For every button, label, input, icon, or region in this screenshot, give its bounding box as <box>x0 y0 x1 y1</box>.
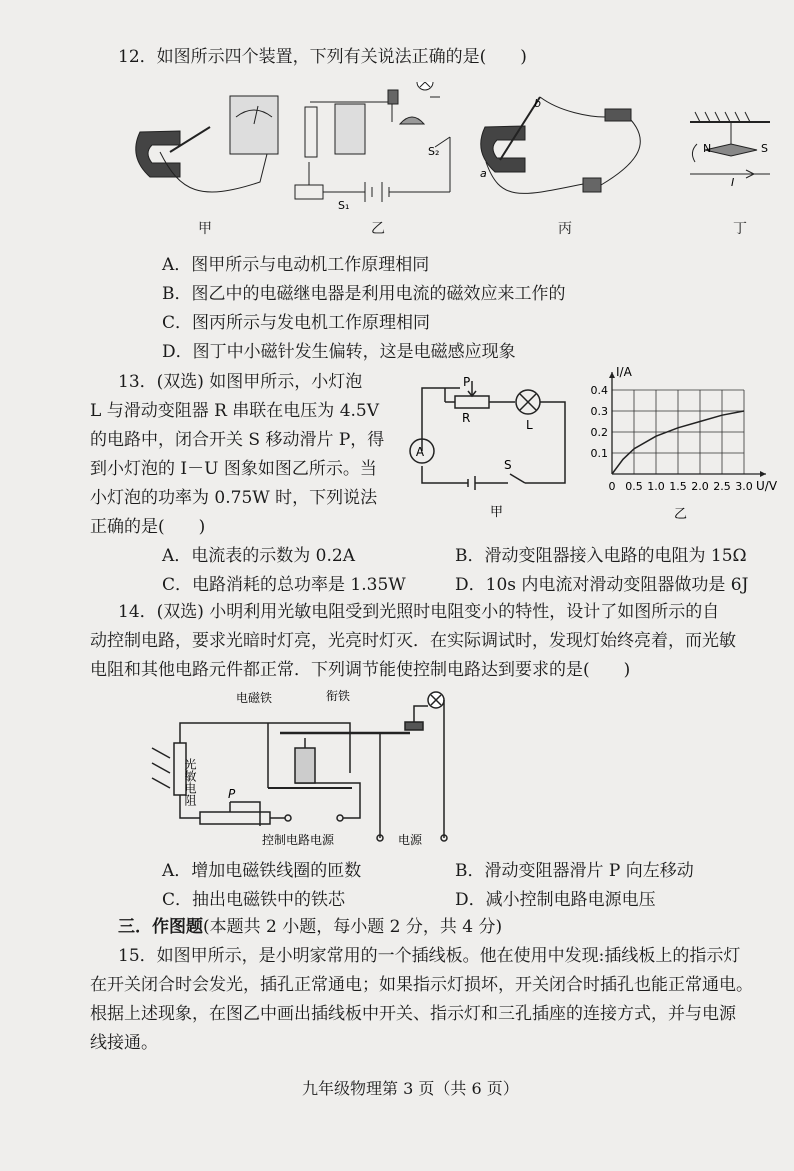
q13-option-c: C．电路消耗的总功率是 1.35W <box>162 575 406 595</box>
photo-resistor-label: 光敏电阻 <box>183 758 197 806</box>
q13-stem-line-2: L 与滑动变阻器 R 串联在电压为 4.5V <box>90 401 380 421</box>
chart-x-tick: 1.0 <box>647 480 665 493</box>
ammeter-label: A <box>415 445 425 459</box>
q13-option-a: A．电流表的示数为 0.2A <box>162 546 355 566</box>
q12-option-c: C．图丙所示与发电机工作原理相同 <box>162 313 431 333</box>
rheostat-label: R <box>462 411 471 425</box>
fig-yi-relay <box>295 82 450 202</box>
chart-ylabel: I/A <box>616 366 632 379</box>
chart-y-tick: 0.4 <box>590 384 608 397</box>
q14-option-a: A．增加电磁铁线圈的匝数 <box>162 861 362 881</box>
rheostat <box>455 396 489 408</box>
iu-chart <box>590 366 785 530</box>
slider-p-label: P <box>228 787 236 801</box>
chart-xlabel: U/V <box>756 479 778 493</box>
q13-stem-line-6: 正确的是( ) <box>90 517 206 537</box>
mark-a: a <box>480 167 487 180</box>
chart-x-tick: 2.5 <box>713 480 731 493</box>
fig-bing-setup <box>481 97 641 193</box>
q12-stem: 12．如图所示四个装置，下列有关说法正确的是( ) <box>118 47 527 67</box>
q14-stem-line-3: 电阻和其他电路元件都正常．下列调节能使控制电路达到要求的是( ) <box>90 660 631 680</box>
circuit-caption: 甲 <box>490 505 504 520</box>
chart-x-tick: 0.5 <box>625 480 643 493</box>
chart-x-tick: 0 <box>608 480 616 493</box>
armature-label: 衔铁 <box>326 689 351 703</box>
chart-x-tick: 2.0 <box>691 480 709 493</box>
lamp-label: L <box>526 418 533 432</box>
q12-figures <box>120 82 780 242</box>
chart-y-tick: 0.2 <box>590 426 608 439</box>
q13-stem-line-3: 的电路中，闭合开关 S 移动滑片 P，得 <box>90 430 385 450</box>
q15-line-4: 线接通。 <box>90 1033 158 1053</box>
chart-caption: 乙 <box>674 507 688 522</box>
fig-label-jia: 甲 <box>198 221 212 237</box>
mark-s1: S₁ <box>338 199 350 212</box>
q13-stem-line-1: 13．(双选) 如图甲所示，小灯泡 <box>118 372 363 392</box>
chart-y-tick: 0.3 <box>590 405 608 418</box>
q14-option-b: B．滑动变阻器滑片 P 向左移动 <box>455 861 694 881</box>
mark-n: N <box>703 142 712 155</box>
fig-label-bing: 丙 <box>558 221 572 237</box>
slider-label: P <box>463 376 471 389</box>
q12-option-d: D．图丁中小磁针发生偏转，这是电磁感应现象 <box>162 342 516 362</box>
galvanometer <box>230 96 278 154</box>
q15-line-3: 根据上述现象，在图乙中画出插线板中开关、指示灯和三孔插座的连接方式，并与电源 <box>90 1004 736 1024</box>
q14-stem-line-2: 动控制电路，要求光暗时灯亮，光亮时灯灭．在实际调试时，发现灯始终亮着，而光敏 <box>90 631 736 651</box>
q14-circuit <box>140 688 450 850</box>
section-note: (本题共 2 小题，每小题 2 分，共 4 分) <box>203 917 503 937</box>
chart-x-tick: 1.5 <box>669 480 687 493</box>
q15-line-2: 在开关闭合时会发光，插孔正常通电；如果指示灯损坏，开关闭合时插孔也能正常通电。 <box>90 975 753 995</box>
source-label: 电源 <box>398 833 423 847</box>
electromagnet-coil <box>295 748 315 783</box>
fig-ding-compass <box>690 112 770 178</box>
fig-label-ding: 丁 <box>733 221 747 237</box>
q13-stem-line-5: 小灯泡的功率为 0.75W 时，下列说法 <box>90 488 378 508</box>
q15-line-1: 15．如图甲所示，是小明家常用的一个插线板。他在使用中发现:插线板上的指示灯 <box>118 946 741 966</box>
fig-label-yi: 乙 <box>371 221 385 237</box>
q14-option-d: D．减小控制电路电源电压 <box>455 890 656 910</box>
q14-stem-line-1: 14．(双选) 小明利用光敏电阻受到光照时电阻变小的特性，设计了如图所示的自 <box>118 602 720 622</box>
section-title: 三．作图题 <box>118 917 203 937</box>
mark-s2: S₂ <box>428 145 440 158</box>
chart-grid <box>612 390 744 474</box>
chart-y-tick: 0.1 <box>590 447 608 460</box>
electromagnet-label: 电磁铁 <box>236 691 273 705</box>
chart-x-tick: 3.0 <box>735 480 753 493</box>
mark-i: I <box>731 176 735 189</box>
fig-jia-magnet <box>136 131 180 177</box>
mark-b: b <box>534 97 541 110</box>
q13-stem-line-4: 到小灯泡的 I－U 图象如图乙所示。当 <box>90 459 377 479</box>
section-heading <box>118 916 502 938</box>
q12-option-b: B．图乙中的电磁继电器是利用电流的磁效应来工作的 <box>162 284 566 304</box>
q13-option-b: B．滑动变阻器接入电路的电阻为 15Ω <box>455 546 747 566</box>
chart-ticks <box>591 384 753 493</box>
q12-option-a: A．图甲所示与电动机工作原理相同 <box>162 255 430 275</box>
q14-option-c: C．抽出电磁铁中的铁芯 <box>162 890 346 910</box>
switch-label: S <box>504 458 512 472</box>
q13-option-d: D．10s 内电流对滑动变阻器做功是 6J <box>455 575 749 595</box>
chart-y-arrow <box>609 372 615 378</box>
switch <box>510 474 525 483</box>
mark-s: S <box>761 142 768 155</box>
control-source-label: 控制电路电源 <box>262 833 335 847</box>
q13-circuit <box>400 376 590 526</box>
page-footer: 九年级物理第 3 页（共 6 页） <box>302 1079 519 1098</box>
chart-x-arrow <box>760 471 766 477</box>
